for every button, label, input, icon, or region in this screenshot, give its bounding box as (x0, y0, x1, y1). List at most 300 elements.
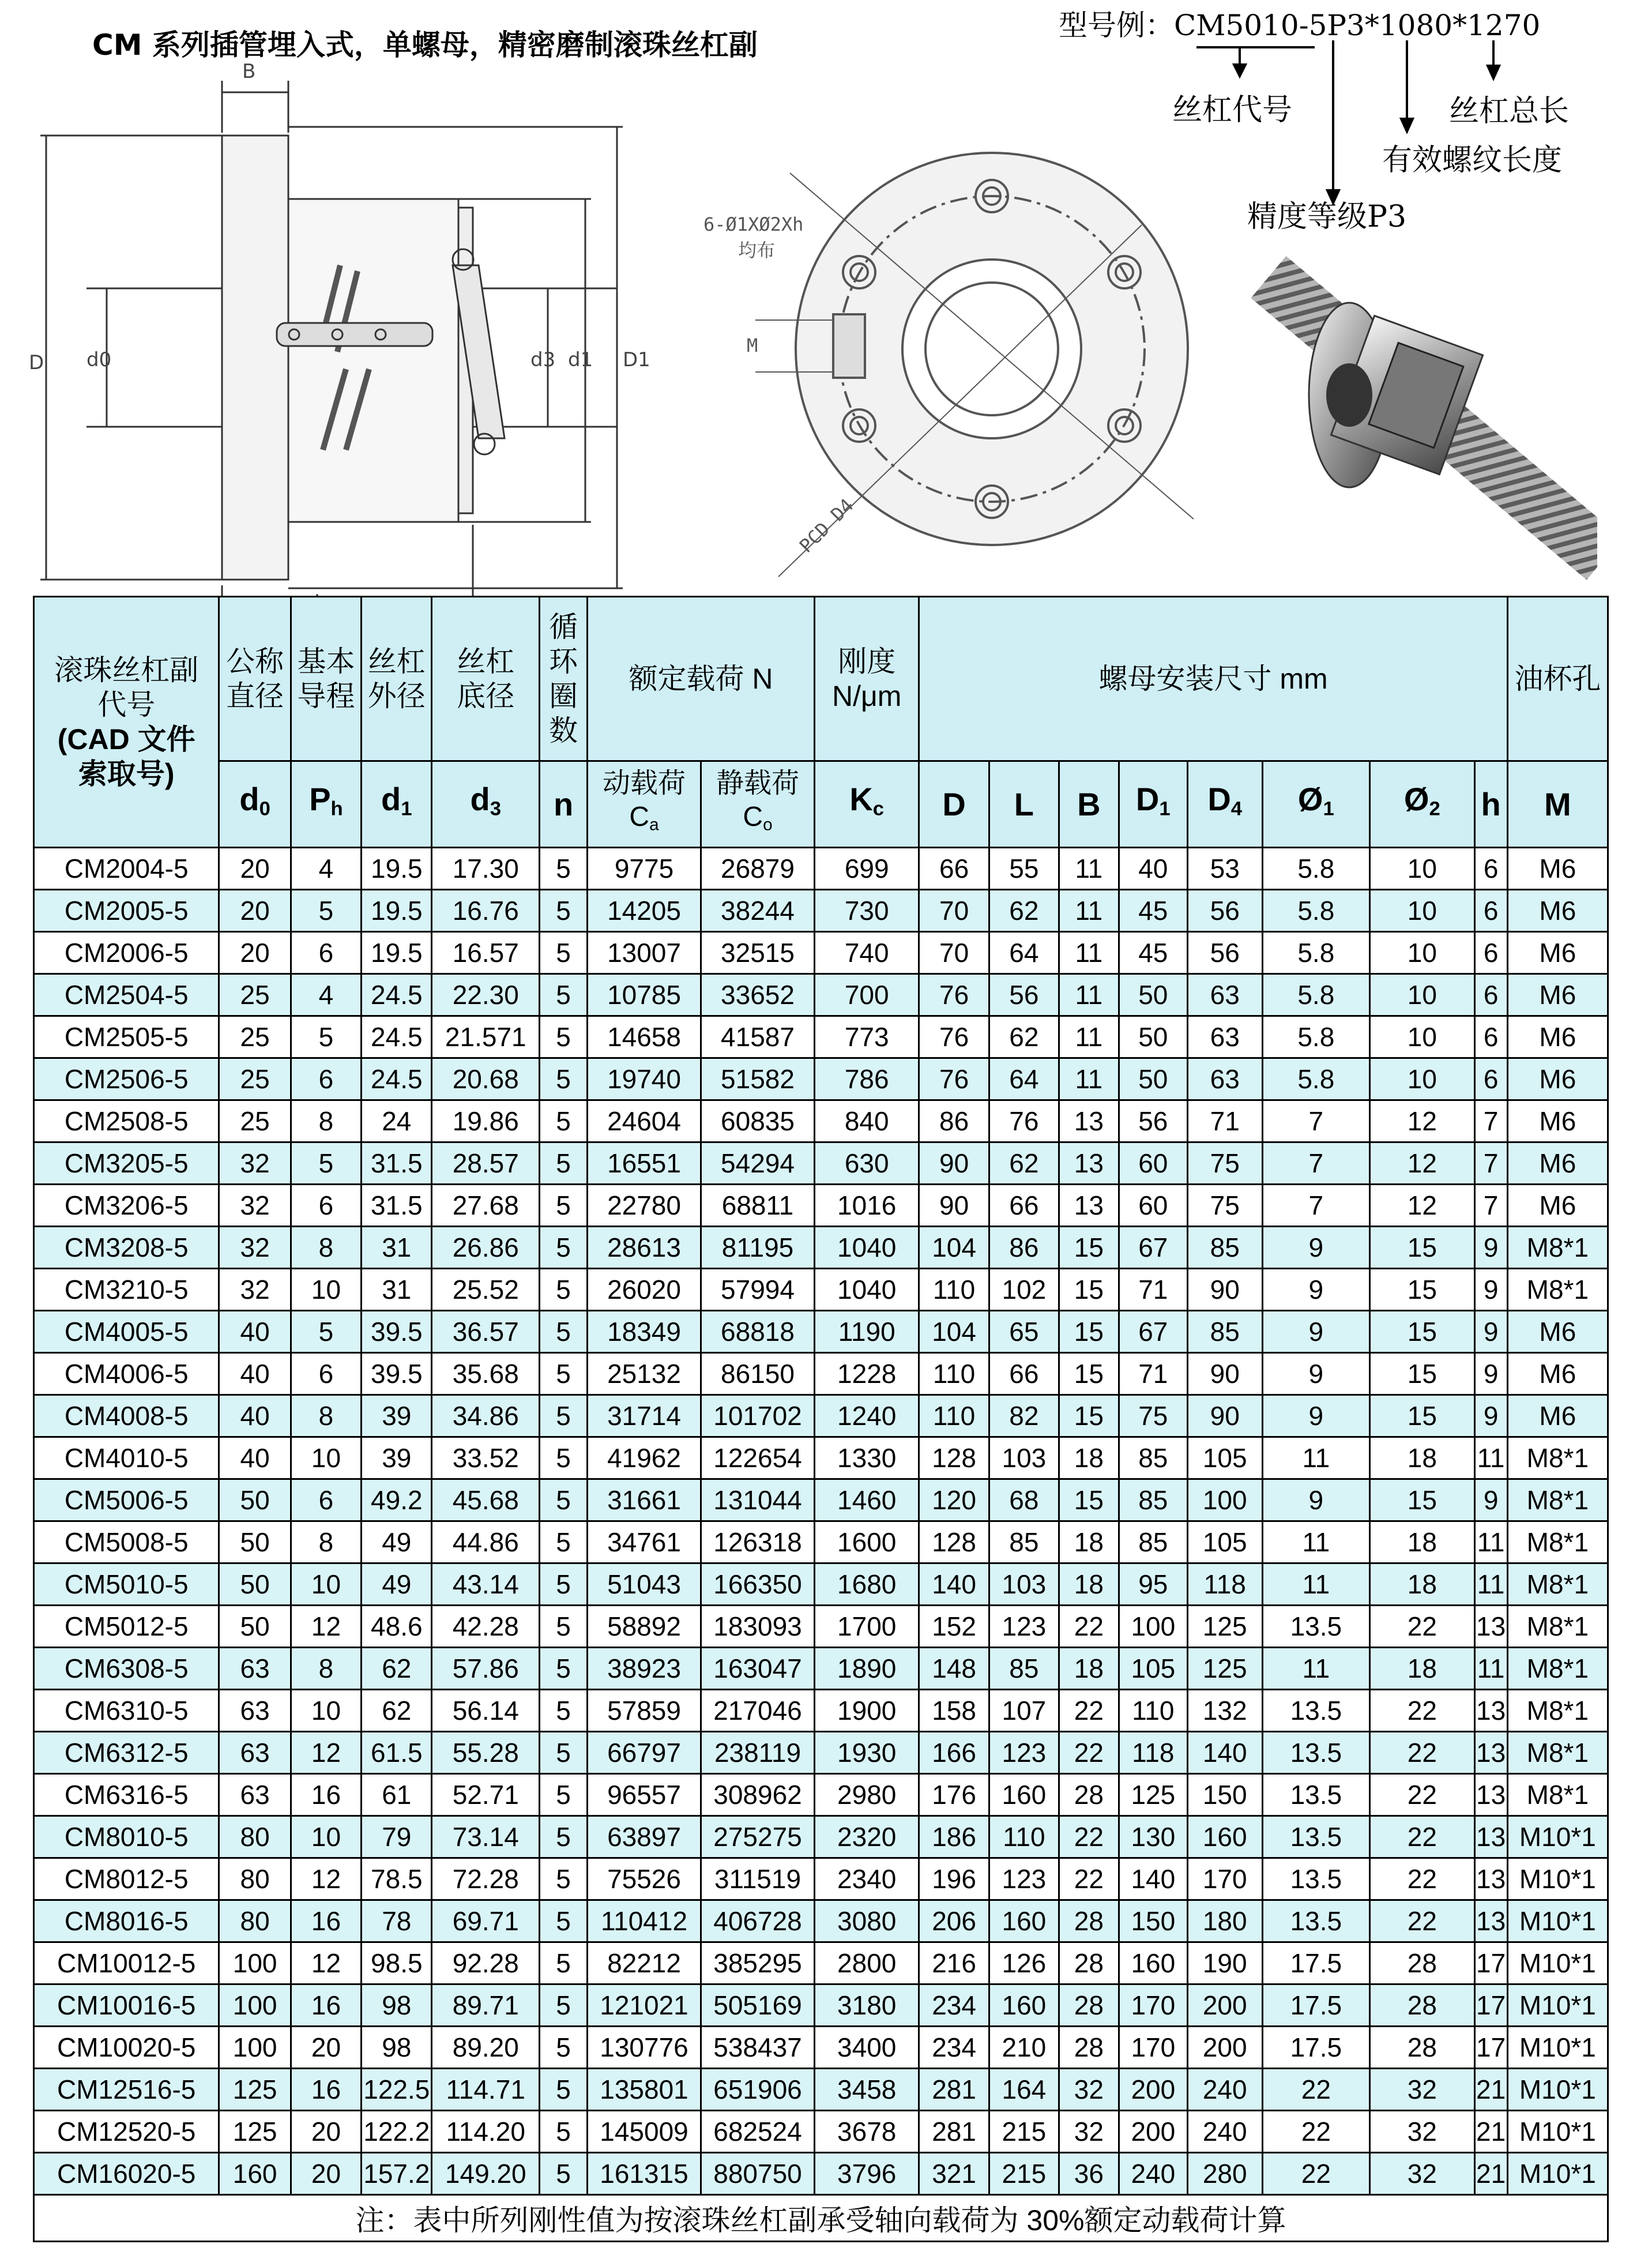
table-cell: 104 (919, 1311, 989, 1353)
table-cell: 32 (1370, 2069, 1474, 2111)
table-cell: 20 (291, 2153, 361, 2195)
table-cell: 85 (989, 1648, 1059, 1690)
table-cell: CM8016-5 (34, 1900, 219, 1942)
table-cell: 86150 (701, 1353, 815, 1395)
header-d3-b: 底径 (457, 680, 515, 712)
table-cell: 10 (291, 1816, 361, 1858)
header-stiffness-a: 刚度 (838, 645, 896, 678)
table-cell: 163047 (701, 1648, 815, 1690)
table-cell: CM5008-5 (34, 1521, 219, 1563)
table-cell: 216 (919, 1942, 989, 1984)
label-code: 丝杠代号 (1172, 93, 1293, 127)
table-cell: 68818 (701, 1311, 815, 1353)
table-cell: 3678 (815, 2111, 919, 2153)
table-cell: M6 (1507, 1058, 1608, 1100)
table-cell: 11 (1474, 1648, 1507, 1690)
table-cell: 18 (1059, 1437, 1119, 1479)
table-cell: 10 (1370, 848, 1474, 890)
table-row (34, 1606, 1608, 1648)
table-cell: 5 (540, 1437, 588, 1479)
table-cell: M6 (1507, 1395, 1608, 1437)
table-row (34, 1984, 1608, 2027)
sym-o2-sub: 2 (1429, 798, 1440, 820)
table-cell: 200 (1187, 1984, 1262, 2027)
table-cell: 28 (1059, 1942, 1119, 1984)
table-cell: 32 (1370, 2153, 1474, 2195)
table-cell: 85 (1187, 1227, 1262, 1269)
table-cell: 39 (362, 1395, 432, 1437)
table-cell: 190 (1187, 1942, 1262, 1984)
table-cell: CM4008-5 (34, 1395, 219, 1437)
table-cell: CM4005-5 (34, 1311, 219, 1353)
table-cell: 44.86 (432, 1521, 540, 1563)
table-cell: 122654 (701, 1437, 815, 1479)
table-note: 注：表中所列刚性值为按滚珠丝杠副承受轴向载荷为 30%额定动载荷计算 (34, 2195, 1608, 2242)
table-cell: 5 (540, 1984, 588, 2027)
sym-ca-sub: a (649, 815, 659, 835)
table-cell: 5.8 (1262, 932, 1370, 974)
table-cell: 50 (219, 1479, 291, 1521)
table-cell: 100 (219, 1984, 291, 2027)
table-cell: 183093 (701, 1606, 815, 1648)
table-cell: 5.8 (1262, 890, 1370, 932)
table-cell: 131044 (701, 1479, 815, 1521)
table-row (34, 1395, 1608, 1437)
table-cell: 98 (362, 1984, 432, 2027)
table-cell: 123 (989, 1858, 1059, 1900)
table-cell: 28 (1370, 1942, 1474, 1984)
table-cell: 31661 (588, 1479, 701, 1521)
table-cell: 75 (1119, 1395, 1187, 1437)
table-cell: 5 (540, 1774, 588, 1816)
sym-D1-main: D (1135, 781, 1160, 818)
table-cell: 16.57 (432, 932, 540, 974)
table-cell: 53 (1187, 848, 1262, 890)
table-cell: 1040 (815, 1227, 919, 1269)
holes-note: 6-Ø1XØ2Xh (703, 213, 804, 235)
table-cell: 68811 (701, 1185, 815, 1227)
table-cell: 61.5 (362, 1732, 432, 1774)
header-d3 (432, 597, 540, 761)
table-cell: 24.5 (362, 974, 432, 1016)
table-cell: 70 (919, 932, 989, 974)
table-cell: 5 (540, 1732, 588, 1774)
table-cell: 5 (540, 932, 588, 974)
spec-table-body (34, 848, 1608, 2195)
table-cell: 25 (219, 1100, 291, 1142)
table-cell: CM6310-5 (34, 1690, 219, 1732)
table-cell: 48.6 (362, 1606, 432, 1648)
table-cell: 160 (1119, 1942, 1187, 1984)
table-cell: CM3206-5 (34, 1185, 219, 1227)
table-cell: 150 (1187, 1774, 1262, 1816)
table-cell: CM5012-5 (34, 1606, 219, 1648)
table-cell: CM2006-5 (34, 932, 219, 974)
table-cell: 186 (919, 1816, 989, 1858)
table-row (34, 1016, 1608, 1058)
table-cell: 651906 (701, 2069, 815, 2111)
header-ph (291, 597, 361, 761)
table-cell: 158 (919, 1690, 989, 1732)
table-cell: 82 (989, 1395, 1059, 1437)
sym-kc-main: K (849, 781, 873, 818)
table-row (34, 2027, 1608, 2069)
table-cell: 1228 (815, 1353, 919, 1395)
table-cell: 730 (815, 890, 919, 932)
table-cell: 157.2 (362, 2153, 432, 2195)
table-cell: 60 (1119, 1142, 1187, 1185)
table-cell: 21 (1474, 2153, 1507, 2195)
table-cell: 166350 (701, 1563, 815, 1606)
sym-o1 (1262, 761, 1370, 848)
table-cell: 41587 (701, 1016, 815, 1058)
table-cell: 13 (1474, 1690, 1507, 1732)
table-cell: 3400 (815, 2027, 919, 2069)
table-cell: 281 (919, 2069, 989, 2111)
table-cell: 2980 (815, 1774, 919, 1816)
table-cell: 50 (219, 1606, 291, 1648)
table-cell: 31 (362, 1227, 432, 1269)
table-cell: 56 (989, 974, 1059, 1016)
table-cell: 17 (1474, 1942, 1507, 1984)
table-cell: 5 (540, 1185, 588, 1227)
table-cell: 81195 (701, 1227, 815, 1269)
table-cell: 11 (1474, 1521, 1507, 1563)
table-cell: 14658 (588, 1016, 701, 1058)
table-cell: 10 (291, 1563, 361, 1606)
sym-o2 (1370, 761, 1474, 848)
table-cell: 32515 (701, 932, 815, 974)
table-cell: 62 (989, 1016, 1059, 1058)
table-cell: 9775 (588, 848, 701, 890)
table-cell: 1240 (815, 1395, 919, 1437)
table-cell: M10*1 (1507, 2027, 1608, 2069)
table-cell: 125 (219, 2069, 291, 2111)
sym-kc (815, 761, 919, 848)
table-cell: 22 (1059, 1690, 1119, 1732)
table-cell: 4 (291, 974, 361, 1016)
dim-label-d3: d3 (530, 348, 556, 371)
table-cell: 5 (291, 1016, 361, 1058)
table-cell: 5 (540, 848, 588, 890)
table-cell: 110 (1119, 1690, 1187, 1732)
table-cell: 1890 (815, 1648, 919, 1690)
table-cell: 90 (1187, 1395, 1262, 1437)
table-cell: 160 (989, 1774, 1059, 1816)
table-cell: CM4006-5 (34, 1353, 219, 1395)
table-cell: 15 (1370, 1311, 1474, 1353)
table-cell: 132 (1187, 1690, 1262, 1732)
table-cell: 5 (540, 1690, 588, 1732)
header-model-line3: (CAD 文件 (57, 723, 195, 755)
table-cell: 215 (989, 2111, 1059, 2153)
table-cell: 73.14 (432, 1816, 540, 1858)
table-cell: 160 (989, 1984, 1059, 2027)
table-cell: 123 (989, 1606, 1059, 1648)
table-cell: 9 (1474, 1353, 1507, 1395)
table-row (34, 890, 1608, 932)
table-cell: 700 (815, 974, 919, 1016)
table-cell: CM16020-5 (34, 2153, 219, 2195)
table-cell: 12 (1370, 1185, 1474, 1227)
table-cell: 180 (1187, 1900, 1262, 1942)
sym-ca-main: C (629, 801, 650, 832)
table-cell: 13 (1059, 1100, 1119, 1142)
table-cell: 32 (219, 1142, 291, 1185)
table-cell: M10*1 (1507, 2111, 1608, 2153)
table-cell: 5 (291, 1311, 361, 1353)
header-ph-a: 基本 (297, 645, 355, 678)
table-cell: 32 (1059, 2069, 1119, 2111)
table-cell: 10 (291, 1269, 361, 1311)
table-cell: 33652 (701, 974, 815, 1016)
table-cell: 176 (919, 1774, 989, 1816)
table-row (34, 1185, 1608, 1227)
header-d0-a: 公称 (226, 645, 284, 678)
table-cell: 505169 (701, 1984, 815, 2027)
table-cell: 68 (989, 1479, 1059, 1521)
table-cell: 11 (1059, 1058, 1119, 1100)
table-cell: M6 (1507, 1353, 1608, 1395)
table-cell: 110 (919, 1269, 989, 1311)
table-cell: 34.86 (432, 1395, 540, 1437)
table-cell: 5 (540, 1227, 588, 1269)
table-cell: M10*1 (1507, 1816, 1608, 1858)
table-cell: 140 (1187, 1732, 1262, 1774)
table-cell: 321 (919, 2153, 989, 2195)
table-cell: 6 (1474, 932, 1507, 974)
table-cell: M10*1 (1507, 1858, 1608, 1900)
table-cell: M10*1 (1507, 1942, 1608, 1984)
table-cell: 15 (1370, 1227, 1474, 1269)
table-cell: M6 (1507, 1185, 1608, 1227)
table-cell: 63 (1187, 1058, 1262, 1100)
table-cell: 39.5 (362, 1311, 432, 1353)
table-cell: 5 (540, 974, 588, 1016)
table-cell: 160 (1187, 1816, 1262, 1858)
table-cell: 110 (919, 1353, 989, 1395)
table-row (34, 974, 1608, 1016)
table-cell: 13.5 (1262, 1774, 1370, 1816)
table-cell: 9 (1474, 1311, 1507, 1353)
table-cell: 140 (919, 1563, 989, 1606)
table-cell: CM6316-5 (34, 1774, 219, 1816)
table-cell: 3458 (815, 2069, 919, 2111)
table-cell: M6 (1507, 848, 1608, 890)
table-cell: M8*1 (1507, 1732, 1608, 1774)
table-cell: 9 (1262, 1395, 1370, 1437)
table-cell: 63897 (588, 1816, 701, 1858)
table-cell: 240 (1119, 2153, 1187, 2195)
table-cell: 12 (291, 1942, 361, 1984)
table-cell: 5 (540, 1311, 588, 1353)
table-cell: 66 (989, 1185, 1059, 1227)
table-cell: 27.68 (432, 1185, 540, 1227)
table-cell: 170 (1119, 2027, 1187, 2069)
table-cell: 50 (1119, 1058, 1187, 1100)
table-cell: 75526 (588, 1858, 701, 1900)
sym-D4-main: D (1207, 781, 1231, 818)
table-cell: 17.5 (1262, 2027, 1370, 2069)
table-cell: 40 (219, 1437, 291, 1479)
header-d1-b: 外径 (367, 680, 426, 712)
table-cell: 64 (989, 932, 1059, 974)
table-cell: 5 (540, 1058, 588, 1100)
table-cell: 1330 (815, 1437, 919, 1479)
table-cell: 12 (291, 1858, 361, 1900)
header-stiffness (815, 597, 919, 761)
table-cell: 40 (1119, 848, 1187, 890)
header-d1 (362, 597, 432, 761)
sym-ca-cn: 动载荷 (603, 768, 686, 799)
table-cell: CM2504-5 (34, 974, 219, 1016)
header-oil: 油杯孔 (1507, 597, 1608, 761)
table-cell: 275275 (701, 1816, 815, 1858)
table-cell: 15 (1059, 1353, 1119, 1395)
table-cell: 71 (1119, 1353, 1187, 1395)
table-cell: 17 (1474, 2027, 1507, 2069)
table-cell: 5 (540, 1563, 588, 1606)
table-cell: 90 (919, 1185, 989, 1227)
table-cell: 8 (291, 1648, 361, 1690)
table-cell: 20 (219, 932, 291, 974)
header-d0-b: 直径 (226, 680, 284, 712)
table-cell: 54294 (701, 1142, 815, 1185)
table-cell: 13.5 (1262, 1606, 1370, 1648)
table-cell: 89.20 (432, 2027, 540, 2069)
table-cell: 31.5 (362, 1142, 432, 1185)
dim-label-d0: d0 (86, 348, 112, 371)
table-cell: 22 (1370, 1690, 1474, 1732)
table-cell: 31714 (588, 1395, 701, 1437)
table-cell: 5 (540, 890, 588, 932)
table-cell: 76 (989, 1100, 1059, 1142)
table-cell: 10 (291, 1437, 361, 1479)
sym-D1 (1119, 761, 1187, 848)
table-cell: M10*1 (1507, 2153, 1608, 2195)
table-cell: 9 (1474, 1227, 1507, 1269)
table-cell: 8 (291, 1395, 361, 1437)
table-cell: 200 (1119, 2069, 1187, 2111)
table-cell: 18 (1059, 1563, 1119, 1606)
table-cell: 20 (219, 848, 291, 890)
table-cell: 122.5 (362, 2069, 432, 2111)
table-cell: 12 (291, 1606, 361, 1648)
table-cell: 11 (1262, 1648, 1370, 1690)
table-cell: 12 (1370, 1142, 1474, 1185)
table-cell: 43.14 (432, 1563, 540, 1606)
table-cell: 62 (989, 1142, 1059, 1185)
sym-ph-main: P (309, 781, 331, 818)
table-cell: 22 (1370, 1732, 1474, 1774)
sym-h: h (1474, 761, 1507, 848)
table-row (34, 1690, 1608, 1732)
table-cell: 51582 (701, 1058, 815, 1100)
table-cell: 5.8 (1262, 848, 1370, 890)
table-cell: 38923 (588, 1648, 701, 1690)
table-cell: 28 (1059, 1984, 1119, 2027)
sym-d1 (362, 761, 432, 848)
table-cell: 9 (1262, 1311, 1370, 1353)
header-d3-a: 丝杠 (457, 645, 515, 678)
table-cell: 110412 (588, 1900, 701, 1942)
table-cell: 149.20 (432, 2153, 540, 2195)
table-cell: 79 (362, 1816, 432, 1858)
table-cell: 3796 (815, 2153, 919, 2195)
nut-front-view-drawing (692, 150, 1234, 588)
table-cell: 101702 (701, 1395, 815, 1437)
table-cell: 85 (1119, 1437, 1187, 1479)
table-cell: 57994 (701, 1269, 815, 1311)
table-cell: M8*1 (1507, 1563, 1608, 1606)
table-cell: 152 (919, 1606, 989, 1648)
table-cell: M8*1 (1507, 1479, 1608, 1521)
table-cell: 26.86 (432, 1227, 540, 1269)
table-cell: M8*1 (1507, 1269, 1608, 1311)
table-cell: 20 (291, 2111, 361, 2153)
table-cell: M8*1 (1507, 1690, 1608, 1732)
table-cell: 5 (540, 1606, 588, 1648)
table-cell: 40 (219, 1311, 291, 1353)
table-cell: CM2004-5 (34, 848, 219, 890)
table-cell: 35.68 (432, 1353, 540, 1395)
sym-D4 (1187, 761, 1262, 848)
table-cell: 18 (1059, 1648, 1119, 1690)
table-cell: 5 (291, 890, 361, 932)
table-cell: M10*1 (1507, 2069, 1608, 2111)
table-cell: 32 (219, 1185, 291, 1227)
table-cell: 25 (219, 974, 291, 1016)
table-cell: 65 (989, 1311, 1059, 1353)
table-cell: 57.86 (432, 1648, 540, 1690)
table-cell: 122.2 (362, 2111, 432, 2153)
table-cell: 100 (1119, 1606, 1187, 1648)
table-cell: M6 (1507, 974, 1608, 1016)
table-cell: 1600 (815, 1521, 919, 1563)
table-cell: 238119 (701, 1732, 815, 1774)
dim-label-D: D (29, 351, 44, 374)
table-cell: 26020 (588, 1269, 701, 1311)
table-cell: M8*1 (1507, 1648, 1608, 1690)
table-cell: 234 (919, 2027, 989, 2069)
table-cell: 63 (1187, 974, 1262, 1016)
table-cell: 19.5 (362, 848, 432, 890)
model-example-code: CM5010-5P3*1080*1270 (1174, 9, 1541, 42)
table-cell: 5 (540, 1900, 588, 1942)
table-cell: 1680 (815, 1563, 919, 1606)
table-cell: 19.5 (362, 932, 432, 974)
table-cell: 10 (291, 1690, 361, 1732)
table-cell: 16.76 (432, 890, 540, 932)
table-cell: 1930 (815, 1732, 919, 1774)
table-cell: CM2005-5 (34, 890, 219, 932)
table-cell: 538437 (701, 2027, 815, 2069)
header-ph-b: 导程 (297, 680, 355, 712)
table-cell: 5 (540, 1858, 588, 1900)
table-cell: 128 (919, 1521, 989, 1563)
table-cell: 682524 (701, 2111, 815, 2153)
table-cell: 10 (1370, 890, 1474, 932)
table-cell: 22 (1262, 2153, 1370, 2195)
table-cell: 3080 (815, 1900, 919, 1942)
table-cell: 120 (919, 1479, 989, 1521)
table-cell: 103 (989, 1563, 1059, 1606)
table-cell: CM10016-5 (34, 1984, 219, 2027)
table-cell: CM2505-5 (34, 1016, 219, 1058)
table-cell: M8*1 (1507, 1774, 1608, 1816)
table-cell: 49.2 (362, 1479, 432, 1521)
table-cell: 90 (1187, 1269, 1262, 1311)
